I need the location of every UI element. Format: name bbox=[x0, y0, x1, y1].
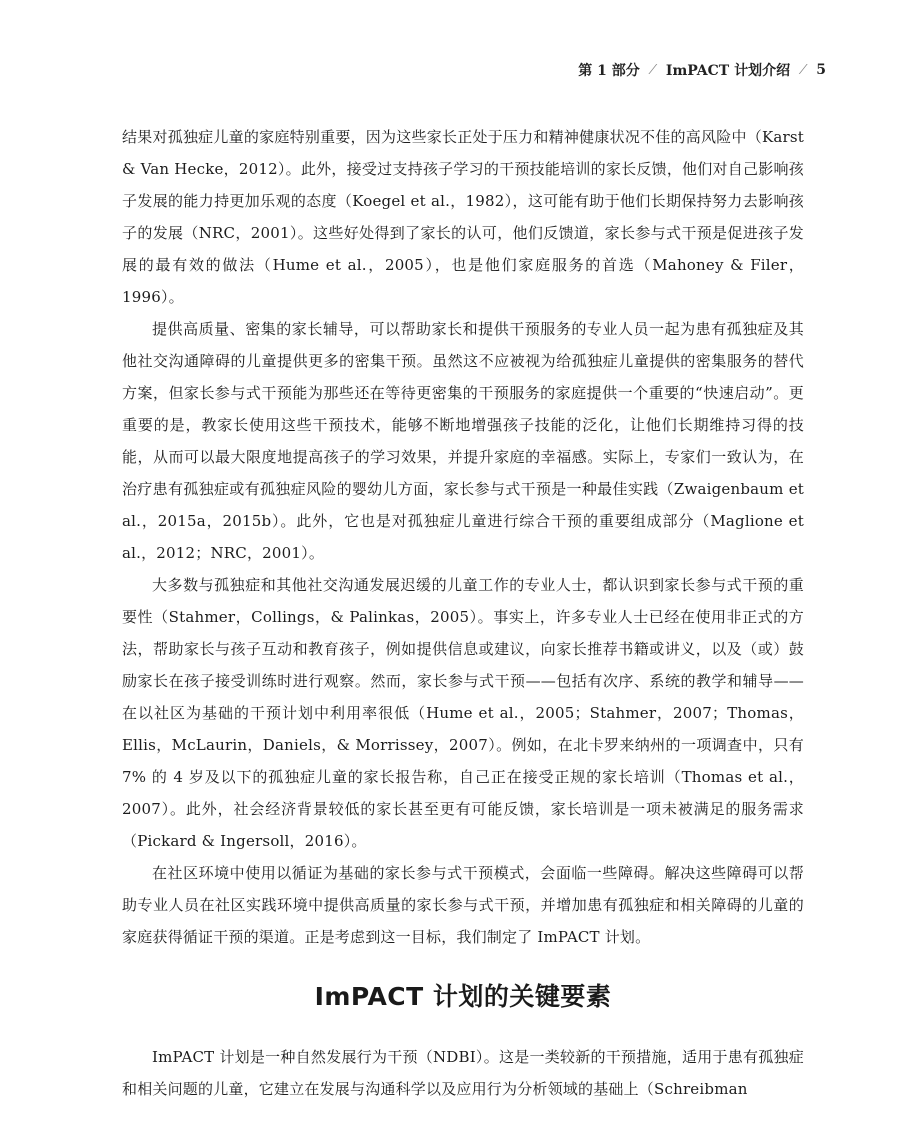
running-header bbox=[578, 60, 826, 80]
header-chapter: ImPACT 计划介绍 bbox=[665, 63, 791, 79]
section-paragraph: ImPACT 计划是一种自然发展行为干预（NDBI）。这是一类较新的干预措施，适用于患有孤独症和相关问题的儿童，它建立在发展与沟通科学以及应用行为分析领域的基础上（Schreibman bbox=[122, 1048, 804, 1098]
header-part: 第 1 部分 bbox=[578, 63, 640, 79]
paragraph-2: 提供高质量、密集的家长辅导，可以帮助家长和提供干预服务的专业人员一起为患有孤独症及其他社交沟通障碍的儿童提供更多的密集干预。虽然这不应被视为给孤独症儿童提供的密集服务的替代方案，但家长参与式干预能为那些还在等待更密集的干预服务的家庭提供一个重要的“快速启动”。更重要的是，教家长使用这些干预技术，能够不断地增强孩子技能的泛化，让他们长期维持习得的技能，从而可以最大限度地提高孩子的学习效果，并提升家庭的幸福感。实际上，专家们一致认为，在治疗患有孤独症或有孤独症风险的婴幼儿方面，家长参与式干预是一种最佳实践（Zwaigenbaum et al.，2015a，2015b）。此外，它也是对孤独症儿童进行综合干预的重要组成部分（Maglione et al.，2012；NRC，2001）。 bbox=[122, 320, 804, 562]
page-number: 5 bbox=[816, 62, 826, 78]
paragraph-3: 大多数与孤独症和其他社交沟通发展迟缓的儿童工作的专业人士，都认识到家长参与式干预的重要性（Stahmer，Collings，& Palinkas，2005）。事实上，许多专业人士已经在使用非正式的方法，帮助家长与孩子互动和教育孩子，例如提供信息或建议，向家长推荐书籍或讲义，以及（或）鼓励家长在孩子接受训练时进行观察。然而，家长参与式干预——包括有次序、系统的教学和辅导——在以社区为基础的干预计划中利用率很低（Hume et al.，2005；Stahmer，2007；Thomas，Ellis，McLaurin，Daniels，& Morrissey，2007）。例如，在北卡罗来纳州的一项调查中，只有 7% 的 4 岁及以下的孤独症儿童的家长报告称，自己正在接受正规的家长培训（Thomas et al.，2007）。此外，社会经济背景较低的家长甚至更有可能反馈，家长培训是一项未被满足的服务需求（Pickard & Ingersoll，2016）。 bbox=[122, 576, 804, 850]
page-body bbox=[122, 121, 804, 1105]
paragraph-1: 结果对孤独症儿童的家庭特别重要，因为这些家长正处于压力和精神健康状况不佳的高风险中（Karst & Van Hecke，2012）。此外，接受过支持孩子学习的干预技能培训的家长反馈，他们对自己影响孩子发展的能力持更加乐观的态度（Koegel et al.，1982），这可能有助于他们长期保持努力去影响孩子的发展（NRC，2001）。这些好处得到了家长的认可，他们反馈道，家长参与式干预是促进孩子发展的最有效的做法（Hume et al.，2005），也是他们家庭服务的首选（Mahoney & Filer，1996）。 bbox=[122, 128, 804, 306]
header-separator: ⁄ bbox=[802, 62, 805, 78]
header-separator: ⁄ bbox=[651, 62, 654, 78]
paragraph-4: 在社区环境中使用以循证为基础的家长参与式干预模式，会面临一些障碍。解决这些障碍可以帮助专业人员在社区实践环境中提供高质量的家长参与式干预，并增加患有孤独症和相关障碍的儿童的家庭获得循证干预的渠道。正是考虑到这一目标，我们制定了 ImPACT 计划。 bbox=[122, 864, 804, 946]
section-heading: ImPACT 计划的关键要素 bbox=[314, 982, 612, 1011]
